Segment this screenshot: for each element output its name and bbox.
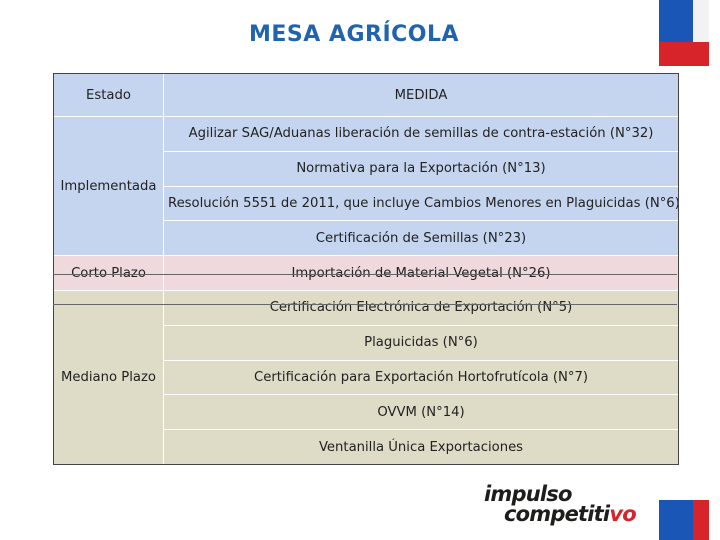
estado-mediano-plazo: Mediano Plazo [54,290,164,464]
medida-cell: Importación de Material Vegetal (N°26) [164,256,679,291]
measures-table [53,73,679,465]
logo-line2-main: competiti [504,502,610,526]
medida-cell: OVVM (N°14) [164,395,679,430]
table-header-row [54,74,679,117]
header-estado: Estado [54,74,164,117]
medida-cell: Plaguicidas (N°6) [164,325,679,360]
header-medida: MEDIDA [164,74,679,117]
medida-cell: Certificación de Semillas (N°23) [164,221,679,256]
logo-line2-accent: vo [609,502,636,526]
estado-corto-plazo: Corto Plazo [54,256,164,291]
table-row [54,117,679,152]
medida-cell: Resolución 5551 de 2011, que incluye Cambios Menores en Plaguicidas (N°6) [164,186,679,221]
impulso-competitivo-logo [484,484,636,524]
medida-cell: Certificación para Exportación Hortofrutícola (N°7) [164,360,679,395]
medida-cell: Ventanilla Única Exportaciones [164,430,679,465]
table-row [54,290,679,325]
section-divider [53,274,677,275]
logo-line2 [484,504,636,524]
medida-cell: Certificación Electrónica de Exportación (N°5) [164,290,679,325]
medida-cell: Agilizar SAG/Aduanas liberación de semillas de contra-estación (N°32) [164,117,679,152]
logo-line1: impulso [484,482,572,506]
estado-implementada: Implementada [54,117,164,256]
page-title: MESA AGRÍCOLA [248,22,460,47]
flag-blue-stripe-bottom [659,500,693,540]
section-divider [53,304,677,305]
medida-cell: Normativa para la Exportación (N°13) [164,151,679,186]
